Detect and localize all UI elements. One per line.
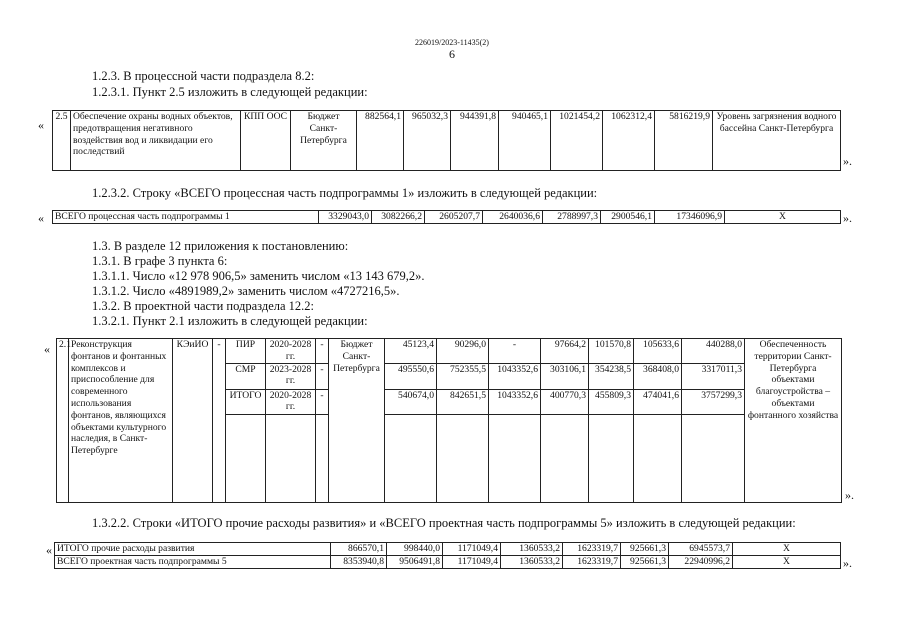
value-cell: 1360533,2 (501, 543, 563, 556)
value-cell: 1043352,6 (489, 389, 541, 414)
value-cell: 495550,6 (385, 363, 437, 389)
dash-cell: - (316, 363, 329, 389)
value-total: 6945573,7 (669, 543, 733, 556)
period: 2020-2028 гг. (266, 389, 316, 414)
item-name: Обеспечение охраны водных объектов, предотвращения негативного воздействия вод и ликвидации его последствий (71, 111, 241, 171)
work-type: ИТОГО (226, 389, 266, 414)
work-type: ПИР (226, 339, 266, 364)
value-cell: 455809,3 (589, 389, 634, 414)
indicator: Обеспеченность территории Санкт-Петербурга объектами благоустройства – объектами фонтанного хозяйства (745, 339, 842, 503)
value-total: 22940996,2 (669, 555, 733, 568)
quote-close: ». (843, 556, 852, 570)
table-item-2-5 (52, 110, 841, 171)
value-cell: - (489, 339, 541, 364)
dash-cell: - (316, 339, 329, 364)
item-number: 2.1 (57, 339, 69, 503)
value-cell: 925661,3 (621, 555, 669, 568)
value-cell: 998440,0 (387, 543, 443, 556)
funding-source: Бюджет Санкт-Петербурга (291, 111, 357, 171)
value-cell: 1062312,4 (603, 111, 655, 171)
table-item-2-1 (56, 338, 842, 503)
document-id: 226019/2023-11435(2) (415, 38, 489, 47)
value-cell: 940465,1 (499, 111, 551, 171)
paragraph-1-3: 1.3. В разделе 12 приложения к постановлению: (92, 239, 349, 253)
value-cell: 2900546,1 (601, 211, 655, 224)
value-cell: 354238,5 (589, 363, 634, 389)
table-row (55, 543, 841, 556)
value-cell: 2788997,3 (543, 211, 601, 224)
paragraph-1-2-3-2: 1.2.3.2. Строку «ВСЕГО процессная часть подпрограммы 1» изложить в следующей редакции: (92, 186, 598, 200)
value-cell: 1360533,2 (501, 555, 563, 568)
paragraph-1-3-2: 1.3.2. В проектной части подраздела 12.2: (92, 299, 315, 313)
value-cell: 1171049,4 (443, 555, 501, 568)
value-cell: 540674,0 (385, 389, 437, 414)
value-cell: 3329043,0 (319, 211, 372, 224)
value-cell: 45123,4 (385, 339, 437, 364)
quote-open: « (46, 543, 52, 557)
table-row (53, 111, 841, 171)
row-label: ИТОГО прочие расходы развития (55, 543, 331, 556)
funding-source: Бюджет Санкт-Петербурга (329, 339, 385, 503)
indicator: Уровень загрязнения водного бассейна Санкт-Петербурга (713, 111, 841, 171)
value-cell: 400770,3 (541, 389, 589, 414)
executor: КЭиИО (173, 339, 213, 503)
row-label: ВСЕГО проектная часть подпрограммы 5 (55, 555, 331, 568)
table-row (53, 211, 841, 224)
value-cell: 2640036,6 (483, 211, 543, 224)
item-number: 2.5 (53, 111, 71, 171)
period: 2020-2028 гг. (266, 339, 316, 364)
paragraph-1-3-1-1: 1.3.1.1. Число «12 978 906,5» заменить числом «13 143 679,2». (92, 269, 425, 283)
period: 2023-2028 гг. (266, 363, 316, 389)
value-cell: 752355,5 (437, 363, 489, 389)
value-cell: 368408,0 (634, 363, 682, 389)
value-cell: 97664,2 (541, 339, 589, 364)
quote-open: « (38, 211, 44, 225)
row-label: ВСЕГО процессная часть подпрограммы 1 (53, 211, 319, 224)
paragraph-1-2-3: 1.2.3. В процессной части подраздела 8.2: (92, 69, 315, 83)
value-cell: 2605207,7 (425, 211, 483, 224)
quote-close: ». (843, 154, 852, 168)
value-cell: 1043352,6 (489, 363, 541, 389)
value-cell: 1623319,7 (563, 555, 621, 568)
value-cell: 9506491,8 (387, 555, 443, 568)
paragraph-1-3-2-1: 1.3.2.1. Пункт 2.1 изложить в следующей редакции: (92, 314, 368, 328)
value-total: 440288,0 (682, 339, 745, 364)
value-cell: 1171049,4 (443, 543, 501, 556)
value-total: 3317011,3 (682, 363, 745, 389)
paragraph-1-3-2-2: 1.3.2.2. Строки «ИТОГО прочие расходы развития» и «ВСЕГО проектная часть подпрограммы 5» изложить в следующей редакции: (92, 516, 796, 530)
table-total-subprogram-1 (52, 210, 841, 224)
value-cell: 1021454,2 (551, 111, 603, 171)
value-cell: 90296,0 (437, 339, 489, 364)
value-cell: 8353940,8 (331, 555, 387, 568)
page-number: 6 (449, 47, 455, 61)
quote-close: ». (845, 488, 854, 502)
value-cell: 474041,6 (634, 389, 682, 414)
value-cell: 105633,6 (634, 339, 682, 364)
table-row (55, 555, 841, 568)
value-cell: 1623319,7 (563, 543, 621, 556)
quote-open: « (44, 342, 50, 356)
value-cell: 303106,1 (541, 363, 589, 389)
dash-cell: - (213, 339, 226, 503)
paragraph-1-3-1-2: 1.3.1.2. Число «4891989,2» заменить числом «4727216,5». (92, 284, 400, 298)
value-cell: 882564,1 (357, 111, 404, 171)
value-cell: 842651,5 (437, 389, 489, 414)
value-cell: 101570,8 (589, 339, 634, 364)
mark-cell: X (733, 543, 841, 556)
value-total: 5816219,9 (655, 111, 713, 171)
value-total: 3757299,3 (682, 389, 745, 414)
value-total: 17346096,9 (655, 211, 725, 224)
quote-open: « (38, 118, 44, 132)
quote-close: ». (843, 211, 852, 225)
table-row (57, 339, 842, 364)
value-cell: 866570,1 (331, 543, 387, 556)
paragraph-1-2-3-1: 1.2.3.1. Пункт 2.5 изложить в следующей редакции: (92, 85, 368, 99)
paragraph-1-3-1: 1.3.1. В графе 3 пункта 6: (92, 254, 228, 268)
value-cell: 3082266,2 (372, 211, 425, 224)
mark-cell: X (725, 211, 841, 224)
work-type: СМР (226, 363, 266, 389)
executor: КПП ООС (241, 111, 291, 171)
value-cell: 965032,3 (404, 111, 451, 171)
table-totals-subprogram-5 (54, 542, 841, 569)
item-name: Реконструкция фонтанов и фонтанных комплексов и приспособление для современного использования фонтанов, являющихся объектами культурного наследия, в Санкт-Петербурге (69, 339, 173, 503)
value-cell: 944391,8 (451, 111, 499, 171)
mark-cell: X (733, 555, 841, 568)
value-cell: 925661,3 (621, 543, 669, 556)
dash-cell: - (316, 389, 329, 414)
